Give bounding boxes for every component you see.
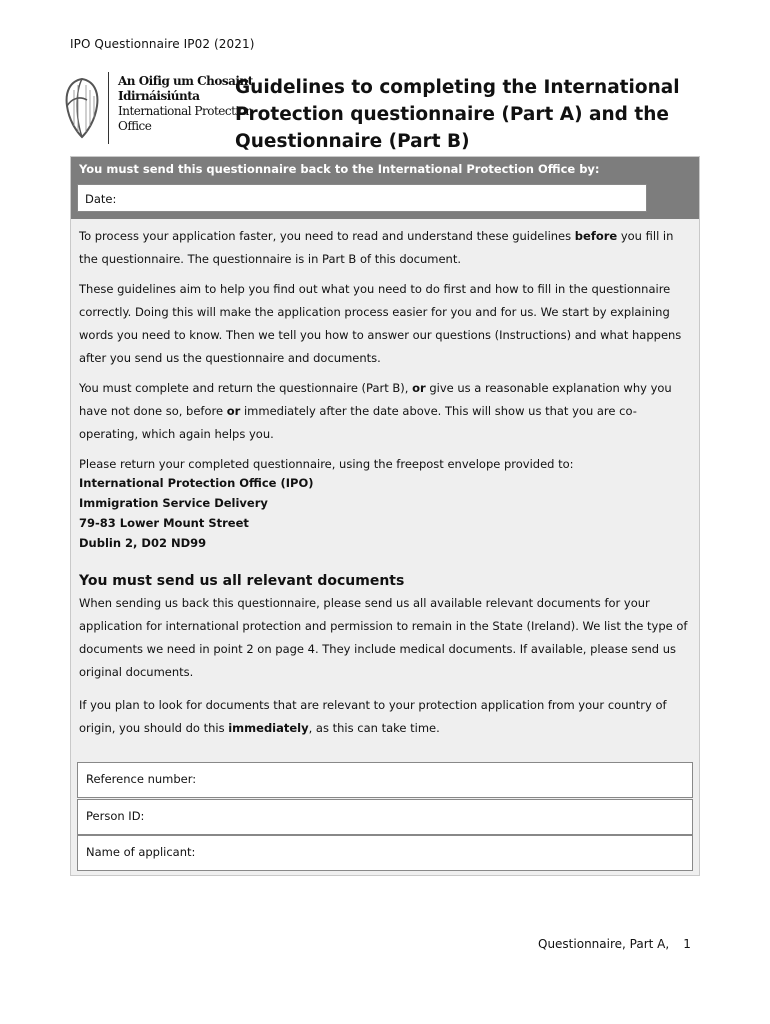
page-title: Guidelines to completing the International Protection questionnaire (Part A) and the Questionnaire (Part B) <box>235 77 680 152</box>
document-id: IPO Questionnaire IP02 (2021) <box>70 37 255 51</box>
logo-divider <box>108 72 109 144</box>
ipo-logo <box>62 72 253 142</box>
applicant-name-label: Name of applicant: <box>86 845 196 859</box>
origin-paragraph: If you plan to look for documents that are relevant to your protection application from your country of origin, you should do this immediately, as this can take time. <box>79 698 667 735</box>
logo-wordmark: An Oifig um Chosaint Idirnáisiúnta International Protection Office <box>118 74 253 133</box>
reference-number-label: Reference number: <box>86 772 197 786</box>
documents-paragraph: When sending us back this questionnaire, please send us all available relevant documents for your application for international protection and permission to remain in the State (Ireland). We list the type of documents we need in point 2 on page 4. They include medical documents. If available, please send us original documents. <box>79 596 688 679</box>
return-paragraph: Please return your completed questionnaire, using the freepost envelope provided to: <box>79 457 574 471</box>
date-label: Date: <box>85 192 117 206</box>
documents-heading: You must send us all relevant documents <box>79 573 405 589</box>
page-footer <box>538 937 691 951</box>
person-id-label: Person ID: <box>86 809 145 823</box>
person-id-field[interactable] <box>77 799 693 835</box>
harp-emblem-icon <box>62 76 102 140</box>
intro-paragraph: To process your application faster, you need to read and understand these guidelines before you fill in the questionnaire. The questionnaire is in Part B of this document. <box>79 229 674 266</box>
complete-paragraph: You must complete and return the questionnaire (Part B), or give us a reasonable explanation why you have not done so, before or immediately after the date above. This will show us that you are co-operating, which again helps you. <box>79 381 672 441</box>
guidelines-panel <box>70 156 700 876</box>
deadline-header <box>71 157 699 219</box>
reference-number-field[interactable] <box>77 762 693 798</box>
deadline-heading: You must send this questionnaire back to the International Protection Office by: <box>79 162 600 176</box>
applicant-name-field[interactable] <box>77 835 693 871</box>
date-field[interactable] <box>77 184 647 212</box>
postal-address: International Protection Office (IPO) Immigration Service Delivery 79-83 Lower Mount Street Dublin 2, D02 ND99 <box>79 476 314 550</box>
page-number: 1 <box>683 937 691 951</box>
purpose-paragraph: These guidelines aim to help you find out what you need to do first and how to fill in the questionnaire correctly. Doing this will make the application process easier for you and for us. We start by explaining words you need to know. Then we tell you how to answer our questions (Instructions) and what happens after you send us the questionnaire and documents. <box>79 282 682 365</box>
guidelines-body <box>79 225 695 747</box>
footer-label: Questionnaire, Part A, <box>538 937 670 951</box>
